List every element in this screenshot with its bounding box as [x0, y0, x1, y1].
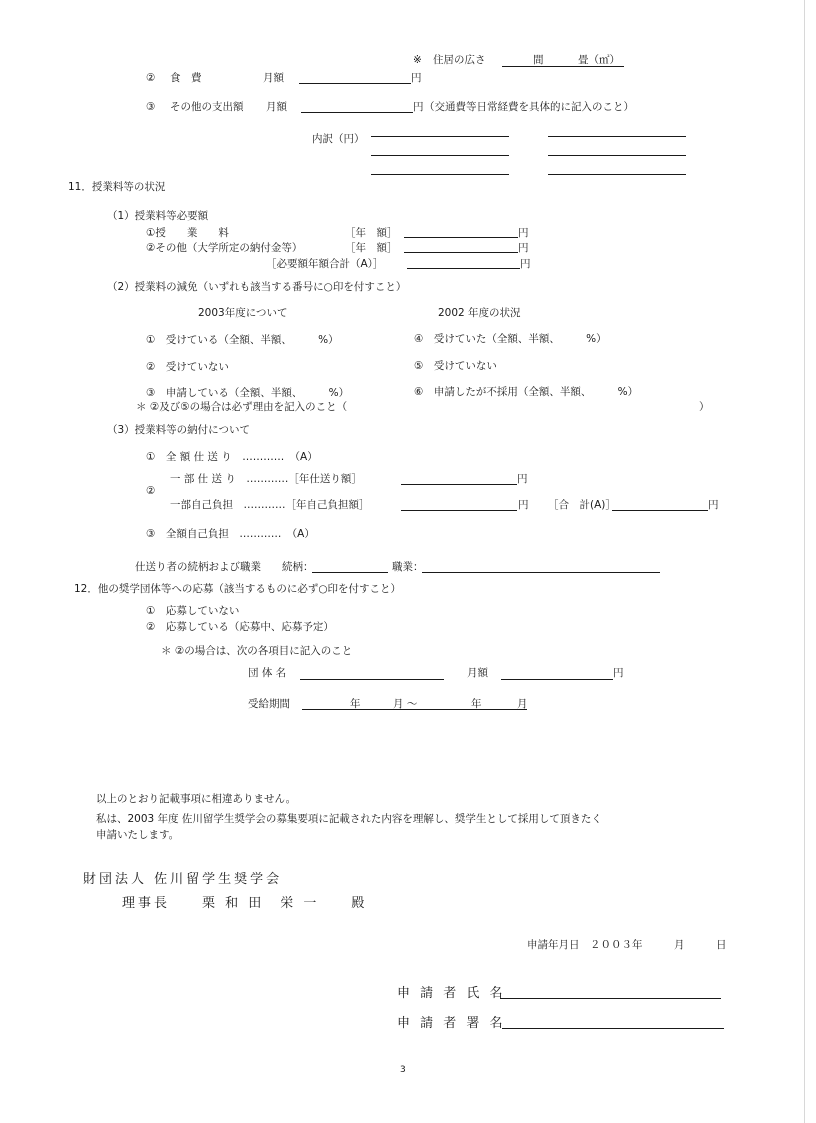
declaration-line-1: 以上のとおり記載事項に相違ありません。: [96, 793, 297, 805]
other-fee-yen: 円: [518, 242, 529, 254]
other-fee-tag: ［年 額］: [345, 242, 398, 254]
housing-mark: ※: [413, 54, 422, 66]
sender-rel: 続柄：: [282, 561, 314, 573]
col-2003: 2003年度について: [198, 307, 288, 319]
declaration-line-3: 申請いたします。: [96, 829, 180, 841]
other-expense-monthly: 月額: [266, 101, 287, 113]
breakdown-label: 内訳（円）: [312, 133, 365, 145]
apply-note: ＊ ②の場合は、次の各項目に記入のこと: [161, 645, 353, 657]
food-num: ②: [146, 72, 156, 84]
period-month-2: 月: [517, 698, 528, 710]
declaration-line-2: 私は、2003 年度 佐川留学生奨学会の募集要項に記載された内容を理解し、奨学生として採用して頂きたく: [96, 813, 602, 825]
payment-opt-2a: 一 部 仕 送 り …………［年仕送り額］: [170, 473, 362, 485]
sec11-s2-title: （2）授業料の減免（いずれも該当する番号に○印を付すこと）: [107, 281, 407, 293]
food-monthly: 月額: [263, 72, 284, 84]
waiver-opt-6: ⑥ 申請したが不採用（全額、半額、 %）: [414, 386, 639, 398]
payment-opt-2b: 一部自己負担 …………［年自己負担額］: [170, 499, 370, 511]
other-expense-num: ③: [146, 101, 156, 113]
payment-opt-2a-line: [401, 484, 517, 485]
sender-job: 職業：: [392, 561, 424, 573]
breakdown-line-3b: [548, 174, 686, 175]
other-expense-yen: 円: [413, 101, 424, 113]
addressee-org: 財団法人 佐川留学生奨学会: [83, 872, 283, 887]
breakdown-line-2a: [371, 155, 509, 156]
org-label: 団 体 名: [248, 667, 287, 679]
tuition-yen: 円: [518, 227, 529, 239]
payment-opt-2b-line: [401, 510, 517, 511]
sender-label: 仕送り者の続柄および職業: [135, 561, 261, 573]
waiver-opt-1: ① 受けている（全額、半額、 %）: [146, 334, 339, 346]
other-expense-note: （交通費等日常経費を具体的に記入のこと）: [424, 101, 634, 113]
food-amount-line: [299, 83, 411, 84]
housing-label: 住居の広さ: [433, 54, 486, 66]
applicant-sign-line[interactable]: [502, 1028, 724, 1029]
housing-room-unit: 間: [533, 54, 544, 66]
tuition-tag: ［年 額］: [345, 227, 398, 239]
applicant-name-label: 申 請 者 氏 名: [397, 986, 506, 1001]
org-monthly-line: [501, 679, 613, 680]
org-line: [300, 679, 444, 680]
tuition-line: [404, 237, 518, 238]
other-fee-label: ②その他（大学所定の納付金等）: [146, 242, 303, 254]
payment-opt-2b-yen: 円: [518, 499, 529, 511]
payment-opt-2a-yen: 円: [517, 473, 528, 485]
housing-line: [502, 66, 624, 67]
waiver-note-close: ）: [699, 401, 710, 413]
col-2002: 2002 年度の状況: [438, 307, 521, 319]
period-year-2: 年: [471, 698, 482, 710]
food-label: 食 費: [170, 72, 202, 84]
sender-job-line: [422, 572, 660, 573]
waiver-opt-3: ③ 申請している（全額、半額、 %）: [146, 387, 350, 399]
other-expense-label: その他の支出額: [170, 101, 244, 113]
total-line: [407, 268, 520, 269]
sec11-s3-title: （3）授業料等の納付について: [107, 424, 250, 436]
other-expense-line: [301, 112, 413, 113]
breakdown-line-2b: [548, 155, 686, 156]
payment-total-line: [612, 510, 708, 511]
sec11-title: 11．授業料等の状況: [68, 181, 166, 193]
application-date: 申請年月日 ２００３年 月 日: [527, 939, 727, 951]
other-fee-line: [404, 252, 518, 253]
total-tag: ［必要額年額合計（A）］: [266, 258, 384, 270]
housing-tatami-unit: 畳（㎡）: [578, 54, 620, 66]
tuition-label: ①授 業 料: [146, 227, 229, 239]
period-month-1: 月 〜: [393, 698, 418, 710]
waiver-opt-2: ② 受けていない: [146, 361, 229, 373]
addressee-chair: 理事長 栗 和 田 栄 一 殿: [122, 896, 368, 911]
page-number: 3: [400, 1065, 406, 1075]
payment-opt-3: ③ 全額自己負担 ………… （A）: [146, 528, 315, 540]
breakdown-line-3a: [371, 174, 509, 175]
scan-edge: [804, 0, 805, 1123]
waiver-note: ＊ ②及び⑤の場合は必ず理由を記入のこと（: [136, 401, 348, 413]
food-yen: 円: [411, 72, 422, 84]
sender-rel-line: [312, 572, 388, 573]
breakdown-line-1b: [548, 136, 686, 137]
payment-opt-1: ① 全 額 仕 送 り ………… （A）: [146, 451, 318, 463]
waiver-opt-5: ⑤ 受けていない: [414, 360, 497, 372]
applicant-name-line[interactable]: [500, 998, 721, 999]
org-monthly: 月額: [467, 667, 488, 679]
payment-total-tag: ［合 計(A)］: [548, 499, 616, 511]
period-year-1: 年: [350, 698, 361, 710]
payment-opt-2-num: ②: [146, 485, 156, 497]
period-label: 受給期間: [248, 698, 290, 710]
payment-total-yen: 円: [708, 499, 719, 511]
breakdown-line-1a: [371, 136, 509, 137]
applicant-sign-label: 申 請 者 署 名: [397, 1016, 506, 1031]
apply-opt-1: ① 応募していない: [146, 605, 240, 617]
org-yen: 円: [613, 667, 624, 679]
apply-opt-2: ② 応募している（応募中、応募予定）: [146, 621, 334, 633]
total-yen: 円: [520, 258, 531, 270]
sec11-s1-title: （1）授業料等必要額: [107, 210, 209, 222]
sec12-title: 12．他の奨学団体等への応募（該当するものに必ず○印を付すこと）: [74, 583, 402, 595]
waiver-opt-4: ④ 受けていた（全額、半額、 %）: [414, 333, 607, 345]
